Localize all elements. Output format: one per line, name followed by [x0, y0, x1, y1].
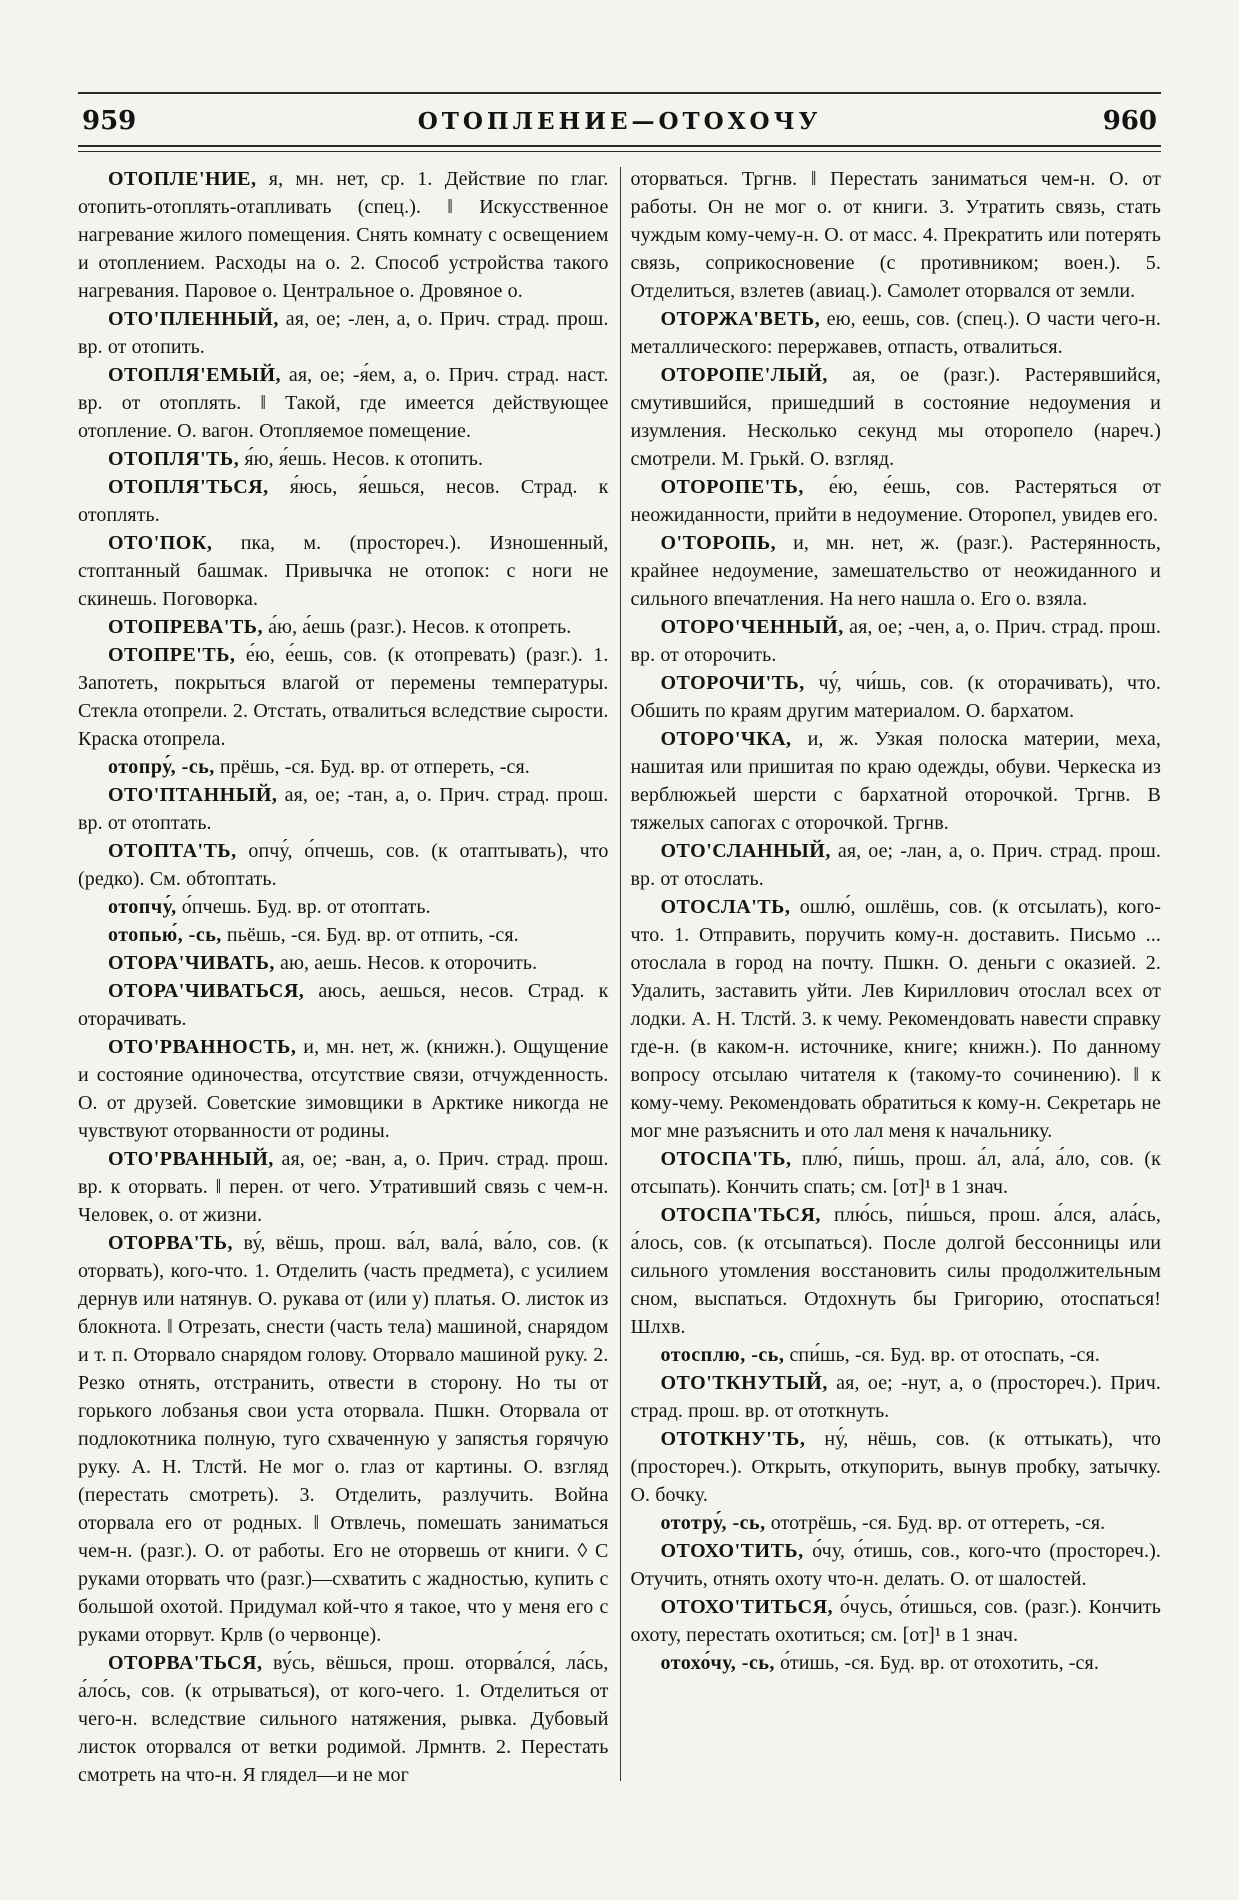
entry-body: е́ю, е́ешь, сов. (к отопревать) (разг.). 1. Запотеть, покрыться влагой от перемены температуры. Стекла отопрели. 2. Отстать, отвалиться вследствие сырости. Краска отопрела. — [78, 644, 609, 750]
entry-headword: отосплю, -сь, — [660, 1344, 785, 1366]
dictionary-entry — [631, 1201, 1162, 1341]
dictionary-entry — [631, 473, 1162, 529]
entry-headword: ОТОРО'ЧЕННЫЙ, — [660, 616, 844, 638]
entry-headword: ОТО'РВАННЫЙ, — [108, 1148, 274, 1170]
dictionary-entry — [631, 1145, 1162, 1201]
dictionary-entry — [631, 361, 1162, 473]
entry-headword: ОТО'ТКНУТЫЙ, — [660, 1372, 828, 1394]
entry-body: ая, ое; -ван, а, о. Прич. страд. прош. вр. к оторвать. ‖ перен. от чего. Утративший связь с чем-н. Человек, о. от жизни. — [78, 1148, 609, 1226]
dictionary-entry — [631, 529, 1162, 613]
entry-body: чу́, чи́шь, сов. (к оторачивать), что. Обшить по краям другим материалом. О. бархатом. — [630, 672, 1161, 722]
entry-body: аюсь, аешься, несов. Страд. к оторачивать. — [78, 980, 609, 1030]
entry-body: ая, ое; -чен, а, о. Прич. страд. прош. вр. от оторочить. — [630, 616, 1162, 666]
entry-headword: ОТО'СЛАННЫЙ, — [660, 840, 831, 862]
entry-body: пка, м. (простореч.). Изношенный, стоптанный башмак. Привычка не отопок: с ноги не скинешь. Поговорка. — [78, 532, 609, 610]
entry-headword: ОТОХО'ТИТЬ, — [660, 1540, 804, 1562]
entry-body: ну́, нёшь, сов. (к оттыкать), что (простореч.). Открыть, откупорить, вынув пробку, затычку. О. бочку. — [630, 1428, 1162, 1506]
entry-body: е́ю, е́ешь, сов. Растеряться от неожиданности, прийти в недоумение. Оторопел, увидев его. — [630, 476, 1162, 526]
entry-body: пьёшь, -ся. Буд. вр. от отпить, -ся. — [226, 924, 519, 946]
dictionary-entry — [78, 1145, 609, 1229]
text-columns — [78, 165, 1161, 1789]
entry-headword: О'ТОРОПЬ, — [660, 532, 777, 554]
dictionary-entry — [78, 473, 609, 529]
entry-headword: отопью́, -сь, — [108, 924, 222, 946]
entry-headword: отопчу́, — [108, 896, 177, 918]
entry-body: ошлю́, ошлёшь, сов. (к отсылать), кого-что. 1. Отправить, поручить кому-н. доставить. Письмо ... отослала в город на почту. Пшкн. О. деньги с оказией. 2. Удалить, заставить уйти. Лев Кириллович отослал всех от лодки. А. Н. Тлстй. 3. к чему. Рекомендовать навести справку где-н. (в каком-н. источнике, книге; книжн.). По данному вопросу отсылаю читателя к (такому-то сочинению). ‖ к кому-чему. Рекомендовать обратиться к кому-н. Секретарь не мог мне разъяснить и ото лал меня к начальнику. — [630, 896, 1161, 1142]
entry-headword: ОТОПЛЕ'НИЕ, — [108, 168, 257, 190]
entry-headword: ОТОРЖА'ВЕТЬ, — [660, 308, 821, 330]
dictionary-entry — [78, 977, 609, 1033]
entry-headword: ОТОРВА'ТЬ, — [108, 1232, 234, 1254]
dictionary-entry — [631, 613, 1162, 669]
page-number-right: 960 — [1102, 106, 1157, 136]
entry-body: о́чусь, о́тишься, сов. (разг.). Кончить охоту, перестать охотиться; см. [от]¹ в 1 знач. — [630, 1596, 1161, 1646]
dictionary-entry — [631, 1509, 1162, 1537]
entry-body: а́ю, а́ешь (разг.). Несов. к отопреть. — [268, 616, 572, 638]
dictionary-entry — [78, 641, 609, 753]
dictionary-entry — [631, 1537, 1162, 1593]
dictionary-entry — [78, 305, 609, 361]
entry-body: плю́сь, пи́шься, прош. а́лся, ала́сь, а́лось, сов. (к отсыпаться). После долгой бессонницы или сильного утомления восстановить силы продолжительным сном, выспаться. Отдохнуть бы Григорию, отоспаться! Шлхв. — [630, 1204, 1161, 1338]
entry-headword: ОТОПЛЯ'ЕМЫЙ, — [108, 364, 282, 386]
entry-body: плю́, пи́шь, прош. а́л, ала́, а́ло, сов. (к отсыпать). Кончить спать; см. [от]¹ в 1 знач. — [630, 1148, 1161, 1198]
entry-headword: ОТОТКНУ'ТЬ, — [660, 1428, 806, 1450]
entry-headword: ОТО'ПЛЕННЫЙ, — [108, 308, 279, 330]
dictionary-entry — [631, 1341, 1162, 1369]
entry-body: я, мн. нет, ср. 1. Действие по глаг. отопить-отоплять-отапливать (спец.). ‖ Искусственное нагревание жилого помещения. Снять комнату с освещением и отоплением. Расходы на о. 2. Способ устройства такого нагревания. Паровое о. Центральное о. Дровяное о. — [78, 168, 609, 302]
entry-body: о́пчешь. Буд. вр. от отоптать. — [181, 896, 431, 918]
entry-body: оторваться. Тргнв. ‖ Перестать заниматься чем-н. О. от работы. Он не мог о. от книги. 3. Утратить связь, стать чуждым кому-чему-н. О. от масс. 4. Прекратить или потерять связь, соприкосновение (с противником; воен.). 5. Отделиться, взлетев (авиац.). Самолет оторвался от земли. — [630, 168, 1161, 302]
entry-body: я́ю, я́ешь. Несов. к отопить. — [244, 448, 484, 470]
entry-body: ву́сь, вёшься, прош. оторва́лся́, ла́сь, а́ло́сь, сов. (к отрываться), от кого-чего. 1. Отделиться от чего-н. вследствие сильного натяжения, рывка. Дубовый листок оторвался от ветки родимой. Лрмнтв. 2. Перестать смотреть на что-н. Я глядел—и не мог — [78, 1652, 609, 1786]
entry-body: опчу́, о́пчешь, сов. (к отаптывать), что (редко). См. обтоптать. — [78, 840, 609, 890]
entry-headword: ОТОПТА'ТЬ, — [108, 840, 237, 862]
dictionary-entry — [78, 893, 609, 921]
page-number-left: 959 — [82, 106, 137, 136]
dictionary-entry — [631, 1369, 1162, 1425]
left-column — [78, 165, 609, 1789]
entry-headword: отопру́, -сь, — [108, 756, 215, 778]
entry-headword: ОТОПЛЯ'ТЬСЯ, — [108, 476, 269, 498]
running-head: ОТОПЛЕНИЕ—ОТОХОЧУ — [417, 108, 822, 135]
column-divider-rule — [620, 167, 621, 1781]
entry-headword: ОТОПРЕВА'ТЬ, — [108, 616, 263, 638]
entry-body: и, мн. нет, ж. (разг.). Растерянность, крайнее недоумение, замешательство от неожиданного и сильного впечатления. На него нашла о. Его о. взяла. — [630, 532, 1161, 610]
entry-headword: ОТОПЛЯ'ТЬ, — [108, 448, 240, 470]
dictionary-entry — [78, 949, 609, 977]
entry-headword: ОТО'ПОК, — [108, 532, 213, 554]
entry-body: ая, ое; -я́ем, а, о. Прич. страд. наст. вр. от отоплять. ‖ Такой, где имеется действующее отопление. О. вагон. Отопляемое помещение. — [78, 364, 609, 442]
dictionary-entry — [78, 753, 609, 781]
entry-headword: ОТОПРЕ'ТЬ, — [108, 644, 236, 666]
entry-headword: ОТОРА'ЧИВАТЬСЯ, — [108, 980, 305, 1002]
entry-body: ая, ое (разг.). Растерявшийся, смутившийся, пришедший в состояние недоумения и изумления. Несколько секунд мы оторопело (нареч.) смотрели. М. Грькй. О. взгляд. — [630, 364, 1161, 470]
entry-body: ая, ое; -лан, а, о. Прич. страд. прош. вр. от отослать. — [630, 840, 1161, 890]
entry-headword: ОТО'РВАННОСТЬ, — [108, 1036, 297, 1058]
dictionary-entry — [78, 529, 609, 613]
entry-headword: ОТОРВА'ТЬСЯ, — [108, 1652, 263, 1674]
entry-headword: отохо́чу, -сь, — [660, 1652, 775, 1674]
entry-headword: ОТОРО'ЧКА, — [660, 728, 792, 750]
entry-body: ая, ое; -лен, а, о. Прич. страд. прош. вр. от отопить. — [78, 308, 609, 358]
dictionary-entry — [631, 837, 1162, 893]
dictionary-entry — [78, 445, 609, 473]
entry-headword: ОТОРА'ЧИВАТЬ, — [108, 952, 275, 974]
entry-headword: ОТОРОПЕ'ЛЫЙ, — [660, 364, 828, 386]
entry-body: о́чу, о́тишь, сов., кого-что (простореч.). Отучить, отнять охоту что-н. делать. О. от шалостей. — [630, 1540, 1161, 1590]
header-double-rule — [78, 145, 1161, 152]
dictionary-entry — [78, 361, 609, 445]
dictionary-entry — [78, 1229, 609, 1649]
dictionary-entry — [631, 1649, 1162, 1677]
page-header — [78, 94, 1161, 145]
dictionary-entry — [78, 613, 609, 641]
entry-body: ая, ое; -тан, а, о. Прич. страд. прош. вр. от отоптать. — [78, 784, 609, 834]
entry-body: ею, еешь, сов. (спец.). О части чего-н. металлического: перержавев, отпасть, отвалиться. — [630, 308, 1162, 358]
dictionary-entry — [78, 837, 609, 893]
dictionary-entry — [631, 893, 1162, 1145]
dictionary-entry — [78, 1033, 609, 1145]
entry-headword: ОТОХО'ТИТЬСЯ, — [660, 1596, 834, 1618]
dictionary-entry — [631, 1425, 1162, 1509]
entry-body: ву́, вёшь, прош. ва́л, вала́, ва́ло, сов. (к оторвать), кого-что. 1. Отделить (часть предмета), с усилием дернув или натянув. О. рукава от (или у) платья. О. листок из блокнота. ‖ Отрезать, снести (часть тела) машиной, снарядом и т. п. Оторвало снарядом голову. Оторвало машиной руку. 2. Резко отнять, отстранить, отвести в сторону. Но ты от горького лобзанья свои уста оторвала. Пшкн. Оторвала от подлокотника полную, туго схваченную у запястья горячую руку. А. Н. Тлстй. Не мог о. глаз от картины. О. взгляд (перестать смотреть). 3. Отделить, разлучить. Война оторвала его от родных. ‖ Отвлечь, помешать заниматься чем-н. (разг.). О. от работы. Его не оторвешь от книги. ◊ С руками оторвать что (разг.)—схватить с жадностью, купить с большой охотой. Придумал кой-что я такое, что у меня его с руками оторвут. Крлв (о червонце). — [78, 1232, 609, 1646]
dictionary-entry — [78, 921, 609, 949]
dictionary-entry — [631, 305, 1162, 361]
entry-headword: ототру́, -сь, — [660, 1512, 766, 1534]
entry-headword: ОТОСПА'ТЬСЯ, — [660, 1204, 821, 1226]
entry-body: ототрёшь, -ся. Буд. вр. от оттереть, -ся. — [770, 1512, 1106, 1534]
dictionary-entry — [631, 669, 1162, 725]
entry-body: спи́шь, -ся. Буд. вр. от отоспать, -ся. — [789, 1344, 1100, 1366]
dictionary-entry — [631, 725, 1162, 837]
entry-headword: ОТОРОЧИ'ТЬ, — [660, 672, 805, 694]
entry-body: о́тишь, -ся. Буд. вр. от отохотить, -ся. — [780, 1652, 1099, 1674]
right-column — [631, 165, 1162, 1789]
dictionary-entry — [78, 165, 609, 305]
dictionary-entry — [631, 1593, 1162, 1649]
entry-body: и, ж. Узкая полоска материи, меха, нашитая или пришитая по краю одежды, обуви. Черкеска из верблюжьей шерсти с бархатной оторочкой. Тргнв. В тяжелых сапогах с оторочкой. Тргнв. — [630, 728, 1161, 834]
entry-body: ая, ое; -нут, а, о (простореч.). Прич. страд. прош. вр. от ототкнуть. — [630, 1372, 1161, 1422]
dictionary-entry — [78, 1649, 609, 1789]
entry-headword: ОТО'ПТАННЫЙ, — [108, 784, 278, 806]
entry-headword: ОТОРОПЕ'ТЬ, — [660, 476, 804, 498]
entry-body: и, мн. нет, ж. (книжн.). Ощущение и состояние одиночества, отсутствие связи, отчужденность. О. от друзей. Советские зимовщики в Арктике никогда не чувствуют оторванности от родины. — [78, 1036, 609, 1142]
entry-body: аю, аешь. Несов. к оторочить. — [280, 952, 538, 974]
dictionary-entry — [78, 781, 609, 837]
entry-headword: ОТОСПА'ТЬ, — [660, 1148, 792, 1170]
dictionary-entry — [631, 165, 1162, 305]
entry-body: прёшь, -ся. Буд. вр. от отпереть, -ся. — [219, 756, 530, 778]
entry-headword: ОТОСЛА'ТЬ, — [660, 896, 791, 918]
entry-body: я́юсь, я́ешься, несов. Страд. к отоплять. — [78, 476, 609, 526]
